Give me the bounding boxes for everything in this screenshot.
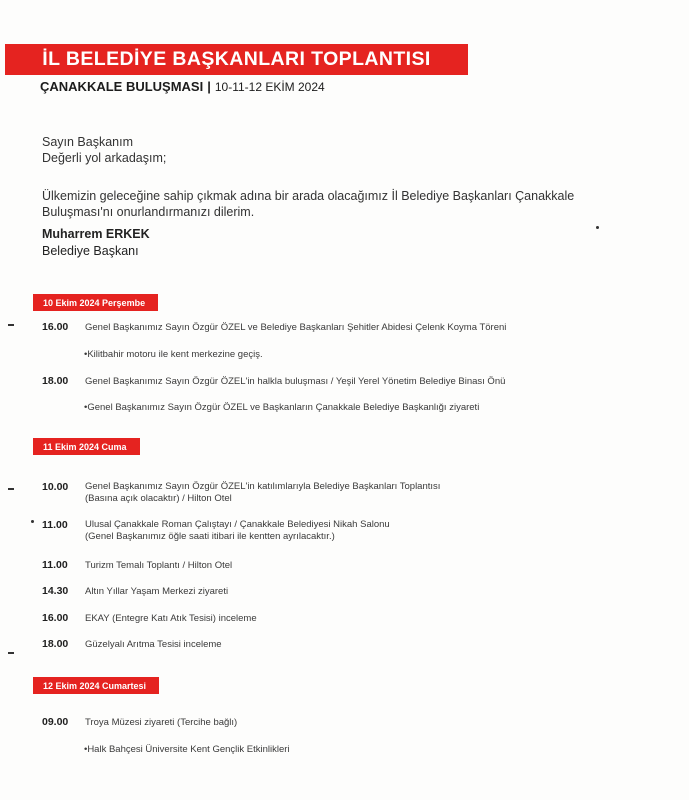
description-line: (Genel Başkanımız öğle saati itibari ile kentten ayrılacaktır.) [85, 531, 335, 542]
schedule-description [85, 519, 390, 543]
schedule-time: 14.30 [42, 585, 69, 597]
margin-mark [8, 652, 14, 654]
schedule-note: •Genel Başkanımız Sayın Özgür ÖZEL ve Başkanların Çanakkale Belediye Başkanlığı ziyareti [84, 402, 480, 413]
letter [42, 134, 642, 220]
schedule-time: 18.00 [42, 638, 69, 650]
schedule-time: 18.00 [42, 375, 69, 387]
margin-mark [8, 488, 14, 490]
salutation-line-1: Sayın Başkanım [42, 135, 134, 149]
description-line: Ulusal Çanakkale Roman Çalıştayı / Çanakkale Belediyesi Nikah Salonu [85, 519, 390, 530]
signature [42, 226, 150, 260]
day-header: 11 Ekim 2024 Cuma [33, 438, 140, 455]
schedule-time: 16.00 [42, 612, 69, 624]
day-header: 12 Ekim 2024 Cumartesi [33, 677, 159, 694]
subtitle [40, 79, 325, 94]
schedule-description: Turizm Temalı Toplantı / Hilton Otel [85, 560, 233, 571]
description-line: (Basına açık olacaktır) / Hilton Otel [85, 493, 232, 504]
scan-dot [596, 226, 599, 229]
schedule-description [85, 481, 440, 505]
description-line: Genel Başkanımız Sayın Özgür ÖZEL'in katılımlarıyla Belediye Başkanları Toplantısı [85, 481, 441, 492]
schedule-description: Genel Başkanımız Sayın Özgür ÖZEL ve Belediye Başkanları Şehitler Abidesi Çelenk Koyma Töreni [85, 322, 507, 333]
separator: | [207, 79, 211, 94]
schedule-description: Altın Yıllar Yaşam Merkezi ziyareti [85, 586, 229, 597]
salutation-line-2: Değerli yol arkadaşım; [42, 151, 167, 165]
schedule-time: 16.00 [42, 321, 69, 333]
event-dates: 10-11-12 EKİM 2024 [214, 80, 325, 94]
letter-body: Ülkemizin geleceğine sahip çıkmak adına bir arada olacağımız İl Belediye Başkanları Çanakkale Buluşması'nı onurlandırmanızı dilerim. [42, 189, 575, 219]
margin-dot [31, 520, 34, 523]
schedule-time: 10.00 [42, 481, 69, 493]
schedule-time: 11.00 [42, 519, 68, 531]
schedule-description: Güzelyalı Arıtma Tesisi inceleme [85, 639, 222, 650]
signer-name: Muharrem ERKEK [42, 227, 150, 241]
day-header: 10 Ekim 2024 Perşembe [33, 294, 158, 311]
schedule-note: •Kilitbahir motoru ile kent merkezine geçiş. [84, 349, 263, 360]
page-title: İL BELEDİYE BAŞKANLARI TOPLANTISI [5, 44, 468, 75]
schedule-time: 11.00 [42, 559, 68, 571]
schedule-description: Genel Başkanımız Sayın Özgür ÖZEL'in halkla buluşması / Yeşil Yerel Yönetim Belediye Binası Önü [85, 376, 506, 387]
margin-mark [8, 324, 14, 326]
signer-title: Belediye Başkanı [42, 244, 139, 258]
schedule-note: •Halk Bahçesi Üniversite Kent Gençlik Etkinlikleri [84, 744, 290, 755]
schedule-description: Troya Müzesi ziyareti (Tercihe bağlı) [85, 717, 238, 728]
event-name: ÇANAKKALE BULUŞMASI [40, 79, 204, 94]
schedule-description: EKAY (Entegre Katı Atık Tesisi) inceleme [85, 613, 257, 624]
schedule-time: 09.00 [42, 716, 69, 728]
